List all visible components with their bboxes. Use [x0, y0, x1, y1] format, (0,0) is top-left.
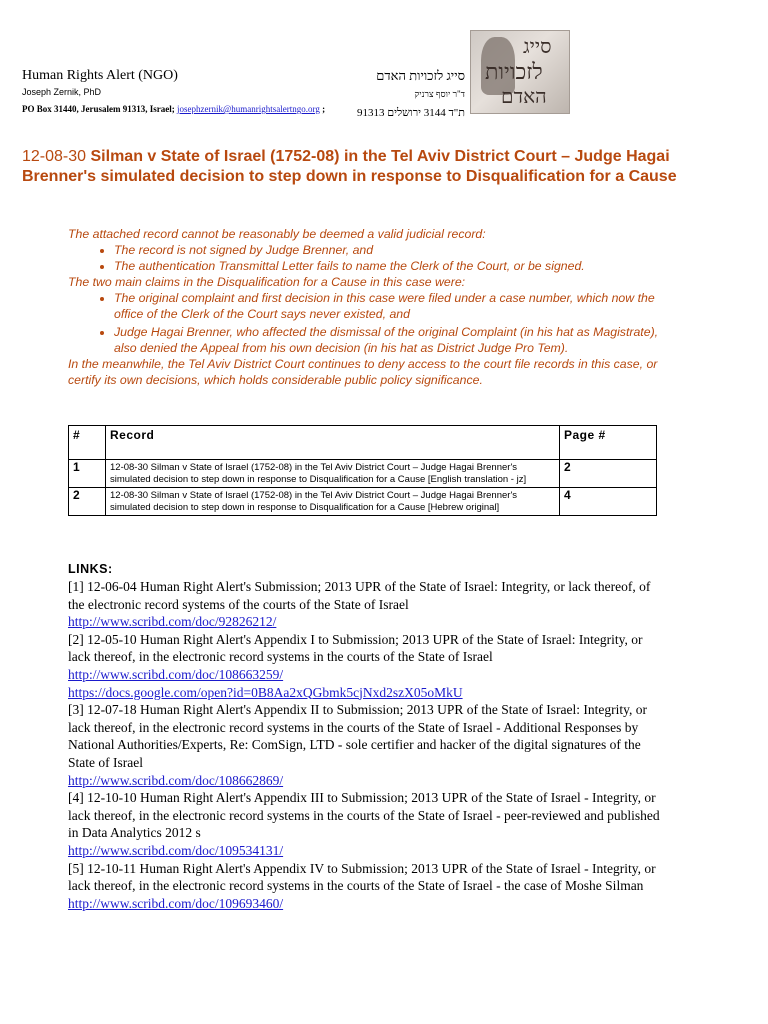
- intro-bullet: • The authentication Transmittal Letter fails to name the Clerk of the Court, or be signed.: [114, 258, 668, 274]
- email-link[interactable]: josephzernik@humanrightsalertngo.org: [176, 104, 320, 114]
- intro-bullet: • The original complaint and first decision in this case were filed under a case number, which now the office of the Clerk of the Court says never existed, and: [114, 290, 668, 322]
- title-text: Silman v State of Israel (1752-08) in the Tel Aviv District Court – Judge Hagai Brenner's simulated decision to step down in response to Disqualification for a Cause: [22, 148, 677, 185]
- intro-bullet: • Judge Hagai Brenner, who affected the dismissal of the original Complaint (in his hat as Magistrate), also denied the Appeal from his own decision (in his hat as District Judge Pro Tem).: [114, 324, 668, 356]
- address-text: PO Box 31440, Jerusalem 91313, Israel;: [22, 104, 175, 114]
- link-url[interactable]: http://www.scribd.com/doc/109693460/: [68, 895, 284, 911]
- document-title: [22, 147, 702, 187]
- link-url[interactable]: http://www.scribd.com/doc/109534131/: [68, 842, 284, 858]
- intro-bullet: • The record is not signed by Judge Brenner, and: [114, 242, 668, 258]
- logo-word-1: סייג: [523, 36, 552, 58]
- table-header-row: [69, 426, 657, 460]
- org-name-he: סייג לזכויות האדם: [376, 68, 465, 83]
- col-header-record: Record: [106, 426, 560, 460]
- link-url[interactable]: http://www.scribd.com/doc/108662869/: [68, 772, 284, 788]
- link-url[interactable]: http://www.scribd.com/doc/92826212/: [68, 614, 277, 630]
- intro-closing: In the meanwhile, the Tel Aviv District Court continues to deny access to the court file records in this case, or certify its own decisions, which holds considerable public policy significance.: [68, 357, 658, 387]
- org-logo: [470, 30, 570, 114]
- row-record: 12-08-30 Silman v State of Israel (1752-08) in the Tel Aviv District Court – Judge Hagai Brenner's simulated decision to step down in response to Disqualification for a Cause [Hebrew original]: [106, 488, 560, 516]
- logo-word-3: האדם: [501, 86, 547, 108]
- address-suffix: ;: [322, 104, 326, 114]
- logo-word-2: לזכויות: [485, 59, 543, 84]
- person-name-en: Joseph Zernik, PhD: [22, 87, 102, 97]
- title-date: 12-08-30: [22, 148, 87, 165]
- address-he: ת"ד 3144 ירושלים 91313: [356, 107, 465, 119]
- letterhead-english: [22, 68, 352, 116]
- links-heading: LINKS:: [68, 562, 113, 576]
- intro-line-1: The attached record cannot be reasonably be deemed a valid judicial record:: [68, 227, 486, 241]
- row-record: 12-08-30 Silman v State of Israel (1752-08) in the Tel Aviv District Court – Judge Hagai Brenner's simulated decision to step down in response to Disqualification for a Cause [English translation - jz]: [106, 460, 560, 488]
- link-item-text: [3] 12-07-18 Human Right Alert's Appendix II to Submission; 2013 UPR of the State of Israel: Integrity, or lack thereof, in the electronic record systems in the courts of the State of Israel - Additional Responses by National Authorities/Experts, Re: ComSign, LTD - sole certifier and hacker of the digital signatures of the State of Israel: [68, 702, 647, 770]
- links-list: [68, 578, 668, 912]
- row-page: 4: [560, 488, 657, 516]
- intro-bullets-1: [68, 242, 668, 274]
- link-url[interactable]: https://docs.google.com/open?id=0B8Aa2xQGbmk5cjNxd2szX05oMkU: [68, 684, 463, 700]
- col-header-page: Page #: [560, 426, 657, 460]
- row-num: 1: [69, 460, 106, 488]
- link-item-text: [4] 12-10-10 Human Right Alert's Appendix III to Submission; 2013 UPR of the State of Israel - Integrity, or lack thereof, in the electronic record systems in the courts of the State of Israel - peer-reviewed and published in Data Analytics 2012 s: [68, 790, 660, 841]
- letterhead-hebrew: [340, 68, 465, 120]
- link-item-text: [1] 12-06-04 Human Right Alert's Submission; 2013 UPR of the State of Israel: Integrity, or lack thereof, of the electronic record systems of the courts of the State of Israel: [68, 579, 651, 612]
- link-item-text: [5] 12-10-11 Human Right Alert's Appendix IV to Submission; 2013 UPR of the State of Israel - Integrity, or lack thereof, in the electronic record systems in the courts of the State of Israel - the case of Moshe Silman: [68, 860, 656, 894]
- table-row: [69, 460, 657, 488]
- records-table: [68, 425, 657, 516]
- address-en: [22, 102, 352, 116]
- table-row: [69, 488, 657, 516]
- link-item-text: [2] 12-05-10 Human Right Alert's Appendix I to Submission; 2013 UPR of the State of Israel: Integrity, or lack thereof, in the electronic record systems in the courts of the State of Israel: [68, 631, 643, 665]
- person-name-he: ד"ר יוסף צרניק: [414, 89, 465, 99]
- intro-bullets-2: [68, 290, 668, 356]
- link-url[interactable]: http://www.scribd.com/doc/108663259/: [68, 666, 284, 682]
- col-header-num: #: [69, 426, 106, 460]
- org-name-en: Human Rights Alert (NGO): [22, 68, 178, 83]
- intro-line-2: The two main claims in the Disqualification for a Cause in this case were:: [68, 275, 466, 289]
- row-num: 2: [69, 488, 106, 516]
- row-page: 2: [560, 460, 657, 488]
- intro-section: [68, 226, 668, 388]
